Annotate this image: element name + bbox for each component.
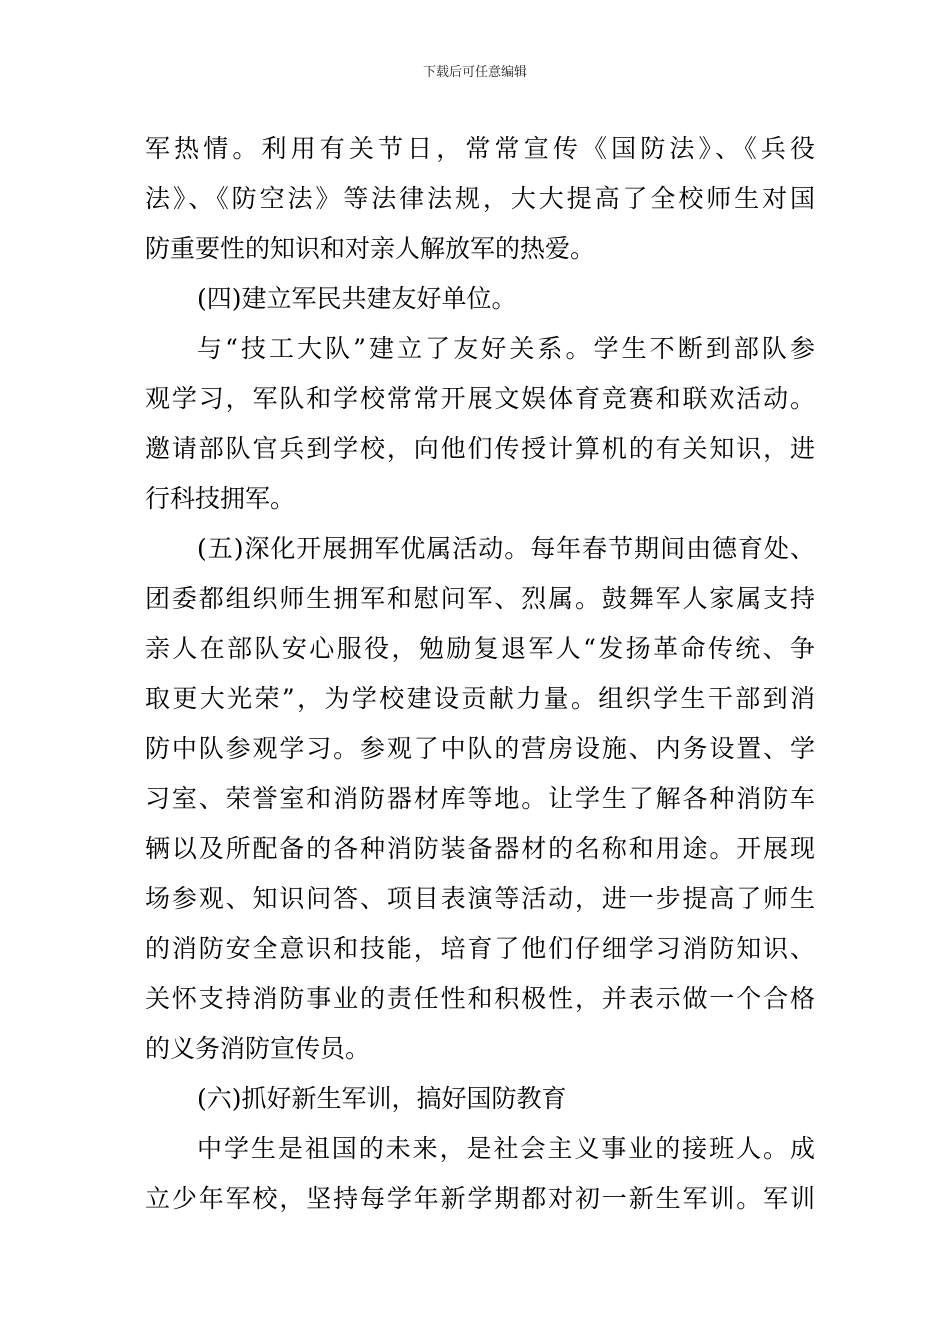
page-header: 下载后可任意编辑 bbox=[422, 65, 527, 80]
text-line: 亲人在部队安心服役，勉励复退军人“发扬革命传统、争 bbox=[145, 634, 815, 663]
document-body bbox=[145, 124, 815, 1224]
text-line: 邀请部队官兵到学校，向他们传授计算机的有关知识，进 bbox=[145, 434, 815, 463]
text-line: 中学生是祖国的未来，是社会主义事业的接班人。成 bbox=[197, 1134, 815, 1163]
text-line: 与“技工大队”建立了友好关系。学生不断到部队参 bbox=[197, 334, 815, 363]
text-line: 团委都组织师生拥军和慰问军、烈属。鼓舞军人家属支持 bbox=[145, 584, 815, 613]
text-line: 防重要性的知识和对亲人解放军的热爱。 bbox=[145, 234, 596, 263]
text-line: 取更大光荣”，为学校建设贡献力量。组织学生干部到消 bbox=[145, 684, 815, 713]
text-line: 法》、《防空法》等法律法规，大大提高了全校师生对国 bbox=[145, 184, 815, 213]
text-line: (五)深化开展拥军优属活动。每年春节期间由德育处、 bbox=[197, 534, 815, 563]
text-line: (四)建立军民共建友好单位。 bbox=[197, 284, 517, 313]
text-line: 辆以及所配备的各种消防装备器材的名称和用途。开展现 bbox=[145, 834, 815, 863]
text-line: 场参观、知识问答、项目表演等活动，进一步提高了师生 bbox=[145, 884, 815, 913]
text-line: 的义务消防宣传员。 bbox=[145, 1034, 371, 1063]
text-line: 行科技拥军。 bbox=[145, 484, 296, 513]
text-line: 关怀支持消防事业的责任性和积极性，并表示做一个合格 bbox=[145, 984, 815, 1013]
text-line: 军热情。利用有关节日，常常宣传《国防法》、《兵役 bbox=[145, 134, 815, 163]
text-line: 防中队参观学习。参观了中队的营房设施、内务设置、学 bbox=[145, 734, 815, 763]
text-line: 立少年军校，坚持每学年新学期都对初一新生军训。军训 bbox=[145, 1184, 815, 1213]
text-line: (六)抓好新生军训，搞好国防教育 bbox=[197, 1084, 567, 1113]
text-line: 习室、荣誉室和消防器材库等地。让学生了解各种消防车 bbox=[145, 784, 815, 813]
text-line: 观学习，军队和学校常常开展文娱体育竞赛和联欢活动。 bbox=[145, 384, 815, 413]
text-line: 的消防安全意识和技能，培育了他们仔细学习消防知识、 bbox=[145, 934, 815, 963]
